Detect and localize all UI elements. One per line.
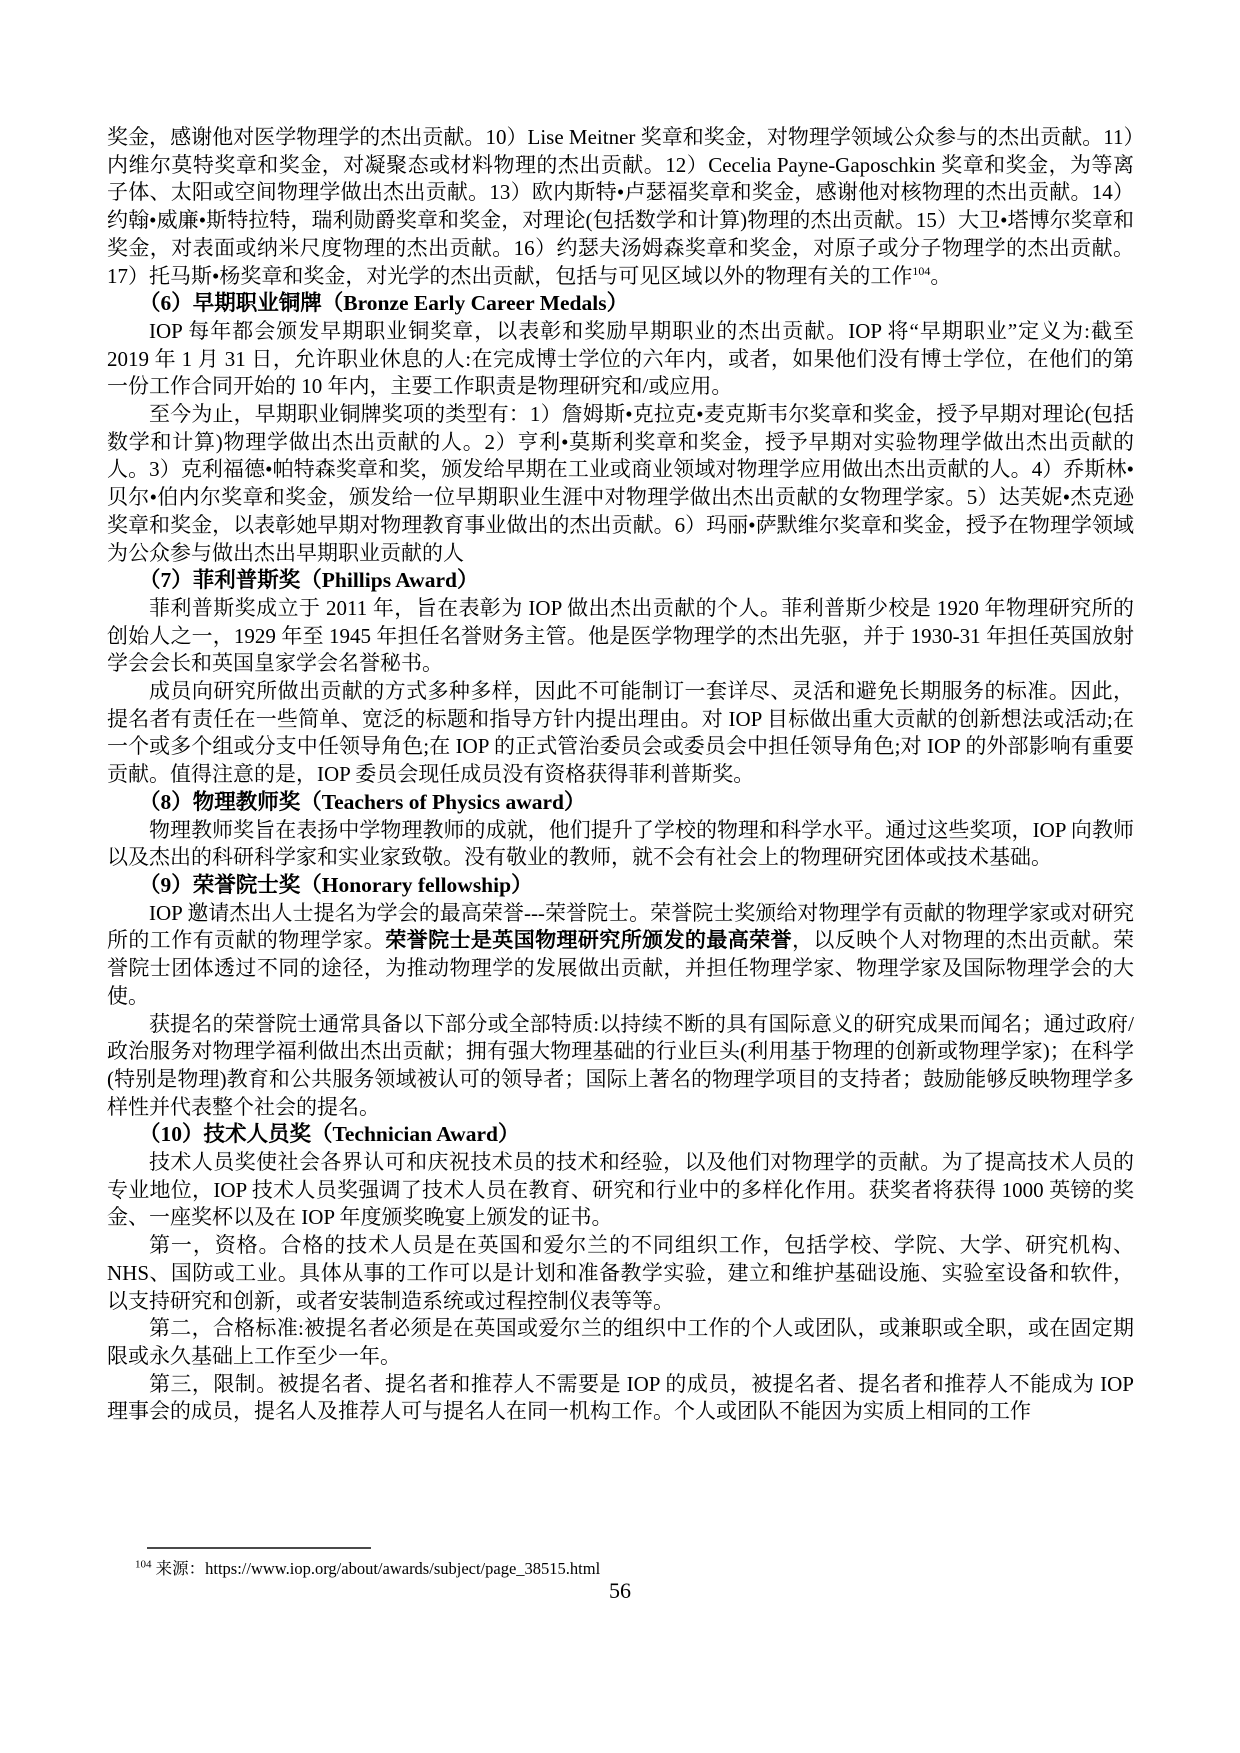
footnote-source-label: 来源： [155, 1559, 206, 1578]
section-7-paragraph-2: 成员向研究所做出贡献的方式多种多样，因此不可能制订一套详尽、灵活和避免长期服务的标准。因此，提名者有责任在一些简单、宽泛的标题和指导方针内提出理由。对 IOP 目标做出重大贡献的创新想法或活动;在一个或多个组或分支中任领导角色;在 IOP 的正式管治委员会或委员会中担任领导角色;对 IOP 的外部影响有重要贡献。值得注意的是，IOP 委员会现任成员没有资格获得菲利普斯奖。 [107, 679, 1134, 787]
footnote-marker: 104 [135, 1558, 152, 1571]
section-8-paragraph-1: 物理教师奖旨在表扬中学物理教师的成就，他们提升了学校的物理和科学水平。通过这些奖项，IOP 向教师以及杰出的科研科学家和实业家致敬。没有敬业的教师，就不会有社会上的物理研究团体或技术基础。 [107, 817, 1134, 870]
page-content [107, 124, 1134, 1426]
section-9-paragraph-1-bold: 荣誉院士是英国物理研究所颁发的最高荣誉 [385, 928, 792, 953]
footnote-block [107, 1547, 1134, 1580]
section-9-paragraph-1-post: ，以反映个人对物理的杰出贡献。荣誉院士团体透过不同的途径，为推动物理学的发展做出贡献，并担任物理学家、物理学家及国际物理学会的大使。 [107, 928, 1135, 1008]
section-6-paragraph-1: IOP 每年都会颁发早期职业铜奖章，以表彰和奖励早期职业的杰出贡献。IOP 将“早期职业”定义为:截至 2019 年 1 月 31 日，允许职业休息的人:在完成博士学位的六年内，或者，如果他们没有博士学位，在他们的第一份工作合同开始的 10 年内，主要工作职责是物理研究和/或应用。 [107, 318, 1134, 399]
page-number: 56 [609, 1578, 631, 1603]
footnote-divider [147, 1547, 371, 1549]
footnote-url: https://www.iop.org/about/awards/subject/page_38515.html [205, 1559, 601, 1578]
section-heading-7: （7）菲利普斯奖（Phillips Award） [139, 568, 479, 593]
footnote [135, 1558, 1134, 1580]
section-10-paragraph-1: 技术人员奖使社会各界认可和庆祝技术员的技术和经验，以及他们对物理学的贡献。为了提高技术人员的专业地位，IOP 技术人员奖强调了技术人员在教育、研究和行业中的多样化作用。获奖者将获得 1000 英镑的奖金、一座奖杯以及在 IOP 年度颁奖晚宴上颁发的证书。 [107, 1150, 1134, 1230]
section-heading-8: （8）物理教师奖（Teachers of Physics award） [139, 789, 586, 814]
paragraph-intro-end: 。 [930, 263, 952, 288]
section-9-paragraph-2: 获提名的荣誉院士通常具备以下部分或全部特质:以持续不断的具有国际意义的研究成果而闻名；通过政府/政治服务对物理学福利做出杰出贡献；拥有强大物理基础的行业巨头(利用基于物理的创新或物理学家)；在科学(特别是物理)教育和公共服务领域被认可的领导者；国际上著名的物理学项目的支持者；鼓励能够反映物理学多样性并代表整个社会的提名。 [107, 1011, 1134, 1119]
paragraph-intro-text: 奖金，感谢他对医学物理学的杰出贡献。10）Lise Meitner 奖章和奖金，对物理学领域公众参与的杰出贡献。11）内维尔莫特奖章和奖金，对凝聚态或材料物理的杰出贡献。12）Cecelia Payne-Gaposchkin 奖章和奖金，为等离子体、太阳或空间物理学做出杰出贡献。13）欧内斯特•卢瑟福奖章和奖金，感谢他对核物理的杰出贡献。14）约翰•威廉•斯特拉特，瑞利勋爵奖章和奖金，对理论(包括数学和计算)物理的杰出贡献。15）大卫•塔博尔奖章和奖金，对表面或纳米尺度物理的杰出贡献。16）约瑟夫汤姆森奖章和奖金，对原子或分子物理学的杰出贡献。17）托马斯•杨奖章和奖金，对光学的杰出贡献，包括与可见区域以外的物理有关的工作 [107, 125, 1134, 288]
section-heading-6: （6）早期职业铜牌（Bronze Early Career Medals） [139, 291, 629, 316]
footnote-ref-104: 104 [912, 263, 931, 278]
section-7-paragraph-1: 菲利普斯奖成立于 2011 年，旨在表彰为 IOP 做出杰出贡献的个人。菲利普斯少校是 1920 年物理研究所的创始人之一，1929 年至 1945 年担任名誉财务主管。他是医学物理学的杰出先驱，并于 1930-31 年担任英国放射学会会长和英国皇家学会名誉秘书。 [107, 595, 1134, 676]
section-6-paragraph-2: 至今为止，早期职业铜牌奖项的类型有：1）詹姆斯•克拉克•麦克斯韦尔奖章和奖金，授予早期对理论(包括数学和计算)物理学做出杰出贡献的人。2）亨利•莫斯利奖章和奖金，授予早期对实验物理学做出杰出贡献的人。3）克利福德•帕特森奖章和奖，颁发给早期在工业或商业领域对物理学应用做出杰出贡献的人。4）乔斯林•贝尔•伯内尔奖章和奖金，颁发给一位早期职业生涯中对物理学做出杰出贡献的女物理学家。5）达芙妮•杰克逊奖章和奖金，以表彰她早期对物理教育事业做出的杰出贡献。6）玛丽•萨默维尔奖章和奖金，授予在物理学领域为公众参与做出杰出早期职业贡献的人 [107, 402, 1134, 565]
section-9-paragraph-1 [107, 900, 1134, 1011]
section-10-paragraph-3: 第二，合格标准:被提名者必须是在英国或爱尔兰的组织中工作的个人或团队，或兼职或全职，或在固定期限或永久基础上工作至少一年。 [107, 1316, 1134, 1368]
section-heading-10: （10）技术人员奖（Technician Award） [139, 1122, 520, 1147]
section-10-paragraph-2: 第一，资格。合格的技术人员是在英国和爱尔兰的不同组织工作，包括学校、学院、大学、研究机构、NHS、国防或工业。具体从事的工作可以是计划和准备教学实验，建立和维护基础设施、实验室设备和软件，以支持研究和创新，或者安装制造系统或过程控制仪表等等。 [107, 1233, 1134, 1313]
section-heading-9: （9）荣誉院士奖（Honorary fellowship） [139, 872, 533, 897]
paragraph-intro [107, 124, 1134, 290]
section-9-paragraph-1-pre: IOP 邀请杰出人士提名为学会的最高荣誉---荣誉院士。荣誉院士奖颁给对物理学有贡献的物理学家或对研究所的工作有贡献的物理学家。 [107, 900, 1134, 953]
section-10-paragraph-4: 第三，限制。被提名者、提名者和推荐人不需要是 IOP 的成员，被提名者、提名者和推荐人不能成为 IOP 理事会的成员，提名人及推荐人可与提名人在同一机构工作。个人或团队不能因为实质上相同的工作 [107, 1371, 1134, 1424]
